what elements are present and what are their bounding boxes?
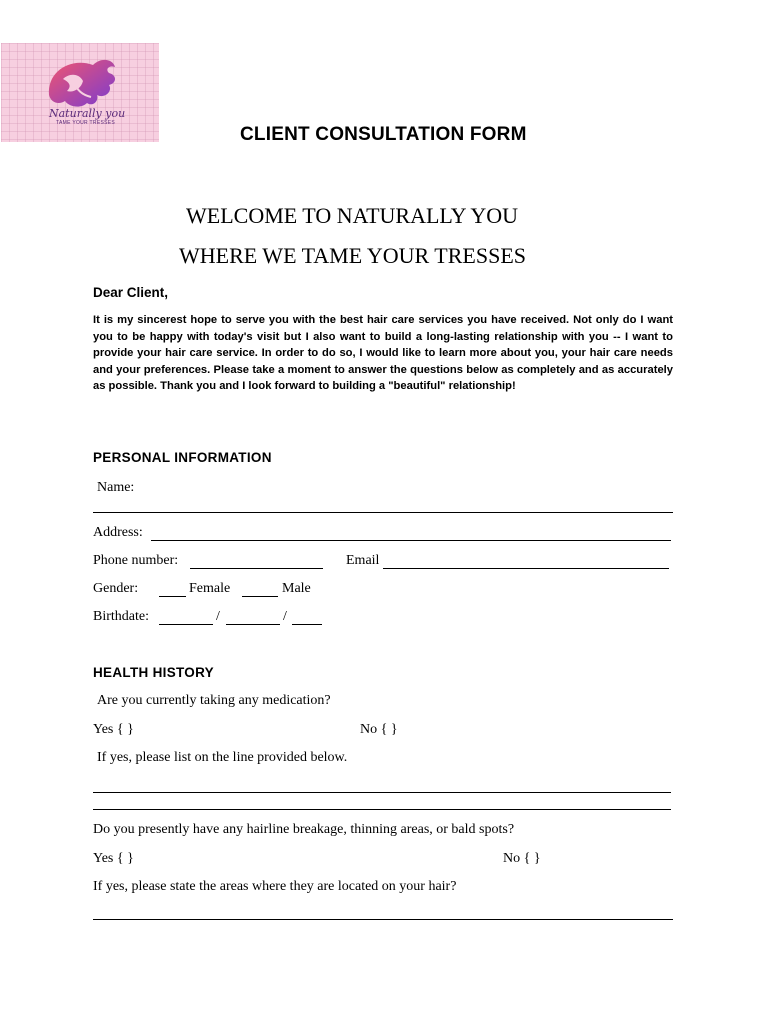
phone-field[interactable] [190,568,323,569]
male-label: Male [282,581,311,596]
medication-question: Are you currently taking any medication? [97,693,331,708]
medication-list-line-1[interactable] [93,792,671,793]
medication-no-option[interactable]: No { } [360,722,398,737]
name-label: Name: [97,480,135,495]
date-separator-2: / [283,609,287,624]
breakage-areas-question: If yes, please state the areas where they are located on your hair? [93,879,457,894]
name-field[interactable] [93,512,673,513]
breakage-no-option[interactable]: No { } [503,851,541,866]
salon-logo [1,43,159,142]
female-label: Female [189,581,231,596]
male-checkbox-line[interactable] [242,596,278,597]
birth-day-field[interactable] [226,624,280,625]
date-separator-1: / [216,609,220,624]
medication-yes-option[interactable]: Yes { } [93,722,134,737]
email-field[interactable] [383,568,669,569]
medication-list-instruction: If yes, please list on the line provided below. [97,750,348,765]
personal-info-heading: PERSONAL INFORMATION [93,450,272,465]
phone-label: Phone number: [93,553,179,568]
welcome-line-2: WHERE WE TAME YOUR TRESSES [179,243,526,268]
email-label: Email [346,553,380,568]
gender-label: Gender: [93,581,139,596]
medication-list-line-2[interactable] [93,809,671,810]
health-history-heading: HEALTH HISTORY [93,665,214,680]
welcome-line-1: WELCOME TO NATURALLY YOU [186,203,519,228]
address-field[interactable] [151,540,671,541]
birth-month-field[interactable] [159,624,213,625]
greeting: Dear Client, [93,285,169,300]
birth-year-field[interactable] [292,624,322,625]
female-checkbox-line[interactable] [159,596,186,597]
intro-paragraph: It is my sincerest hope to serve you with the best hair care services you have received. Not only do I want you to be happy with today's visit but I also want to build a long-lasting relationship with you -- I want to provide your hair care service. In order to do so, I would like to learn more about you, your hair care needs and your preferences. Please take a moment to answer the questions below as completely and as accurately as possible. Thank you and I look forward to building a "beautiful" relationship! [93,314,673,392]
hair-silhouette-icon [1,43,159,142]
breakage-yes-option[interactable]: Yes { } [93,851,134,866]
birthdate-label: Birthdate: [93,609,149,624]
logo-tagline: TAME YOUR TRESSES [56,120,116,126]
breakage-question: Do you presently have any hairline breakage, thinning areas, or bald spots? [93,822,515,837]
address-label: Address: [93,525,143,540]
logo-script-text: Naturally you [49,107,126,120]
breakage-areas-field[interactable] [93,919,673,920]
form-title: CLIENT CONSULTATION FORM [240,124,527,145]
